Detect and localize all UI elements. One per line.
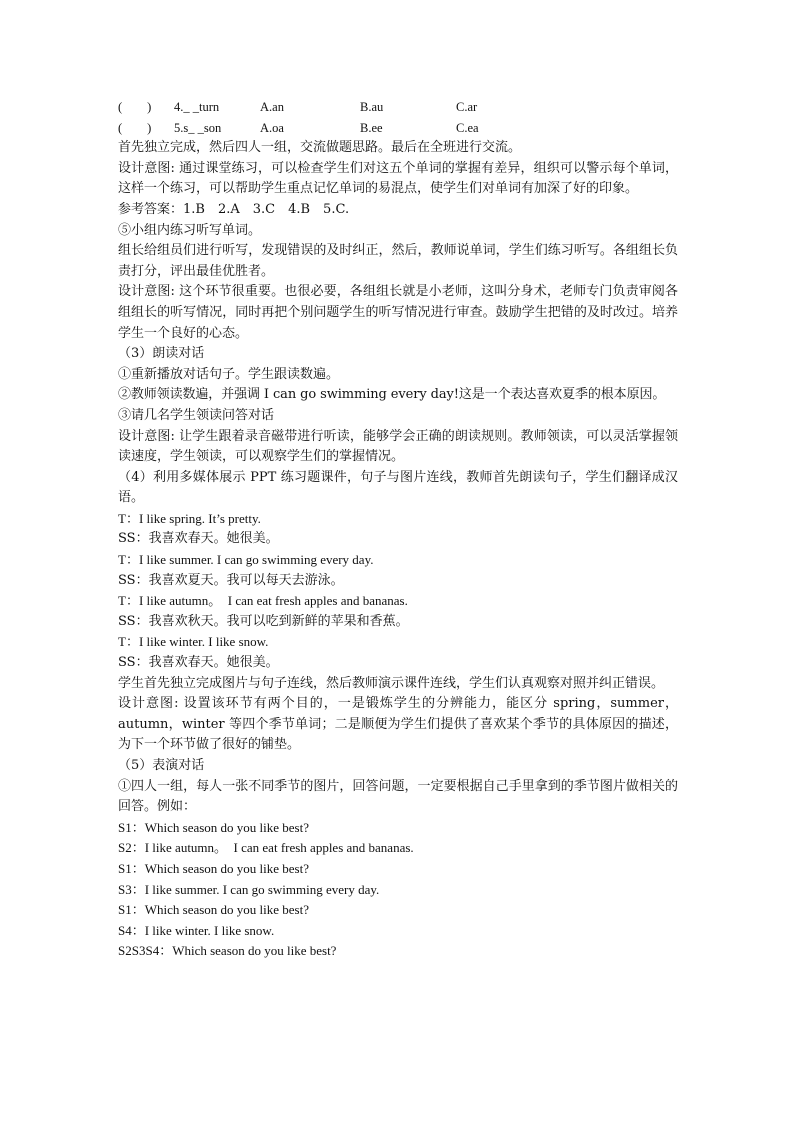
document-page bbox=[118, 97, 678, 962]
question-row bbox=[118, 118, 678, 139]
design-intent-paragraph: 设计意图: 设置该环节有两个目的，一是锻炼学生的分辨能力，能区分 spring，summer，autumn，winter 等四个季节单词；二是顺便为学生们提供了喜欢某个季节的具体原因的描述，为下一个环节做了很好的铺垫。 bbox=[118, 696, 678, 753]
body-paragraph: 学生首先独立完成图片与句子连线，然后教师演示课件连线，学生们认真观察对照并纠正错误。 bbox=[118, 675, 665, 691]
step-item: ①重新播放对话句子。学生跟读数遍。 bbox=[118, 366, 340, 382]
question-stem: 5.s_ _son bbox=[174, 120, 222, 135]
section-heading: （5）表演对话 bbox=[118, 758, 205, 773]
answer-bracket: ( ) bbox=[118, 120, 152, 135]
dialogue-line: S1：Which season do you like best? bbox=[118, 819, 309, 835]
question-row bbox=[118, 97, 678, 118]
dialogue-line: T：I like spring. It’s pretty. bbox=[118, 510, 261, 526]
dialogue-line: SS：我喜欢夏天。我可以每天去游泳。 bbox=[118, 572, 344, 588]
design-intent-paragraph: 设计意图: 这个环节很重要。也很必要，各组组长就是小老师，这叫分身术，老师专门负责审阅各组组长的听写情况，同时再把个别问题学生的听写情况进行审查。鼓励学生把错的及时改过。培养学生一个良好的心态。 bbox=[118, 284, 678, 341]
design-intent-paragraph: 设计意图: 通过课堂练习，可以检查学生们对这五个单词的掌握有差异，组织可以警示每个单词，这样一个练习，可以帮助学生重点记忆单词的易混点，使学生们对单词有加深了好的印象。 bbox=[118, 160, 678, 197]
question-stem: 4._ _turn bbox=[174, 100, 220, 114]
dialogue-line: S3：I like summer. I can go swimming every day. bbox=[118, 881, 380, 897]
design-intent-paragraph: 设计意图: 让学生跟着录音磁带进行听读，能够学会正确的朗读规则。教师领读，可以灵活掌握领读速度，学生领读，可以观察学生们的掌握情况。 bbox=[118, 428, 678, 465]
dialogue-line: T：I like winter. I like snow. bbox=[118, 634, 269, 650]
dialogue-line: S1：Which season do you like best? bbox=[118, 860, 309, 876]
dialogue-line: S2S3S4：Which season do you like best? bbox=[118, 943, 337, 959]
option-c: C.ea bbox=[456, 120, 479, 135]
section-paragraph: （4）利用多媒体展示 PPT 练习题课件，句子与图片连线，教师首先朗读句子，学生们翻译成汉语。 bbox=[118, 469, 678, 506]
dialogue-line: S4：I like winter. I like snow. bbox=[118, 922, 275, 938]
dialogue-line: T：I like summer. I can go swimming every day. bbox=[118, 552, 374, 568]
dialogue-line: S1：Which season do you like best? bbox=[118, 902, 309, 918]
step-item: ②教师领读数遍，并强调 I can go swimming every day!这是一个表达喜欢夏季的根本原因。 bbox=[118, 387, 666, 403]
step-item: ①四人一组，每人一张不同季节的图片，回答问题，一定要根据自己手里拿到的季节图片做相关的回答。例如： bbox=[118, 778, 678, 815]
reference-answers: 参考答案：1.B 2.A 3.C 4.B 5.C. bbox=[118, 201, 350, 217]
answer-bracket: ( ) bbox=[118, 100, 152, 114]
option-c: C.ar bbox=[456, 100, 478, 114]
option-a: A.oa bbox=[260, 120, 284, 135]
dialogue-line: T：I like autumn。 I can eat fresh apples and bananas. bbox=[118, 593, 408, 609]
step-item: ③请几名学生领读问答对话 bbox=[118, 407, 275, 423]
dialogue-line: S2：I like autumn。 I can eat fresh apples and bananas. bbox=[118, 840, 414, 856]
body-paragraph: 组长给组员们进行听写，发现错误的及时纠正，然后，教师说单词，学生们练习听写。各组组长负责打分，评出最佳优胜者。 bbox=[118, 243, 678, 279]
step-heading: ⑤小组内练习听写单词。 bbox=[118, 222, 262, 238]
section-heading: （3）朗读对话 bbox=[118, 346, 205, 362]
instruction-text: 首先独立完成，然后四人一组，交流做题思路。最后在全班进行交流。 bbox=[118, 140, 522, 156]
dialogue-line: SS：我喜欢春天。她很美。 bbox=[118, 655, 279, 671]
option-b: B.au bbox=[360, 100, 384, 114]
dialogue-line: SS：我喜欢秋天。我可以吃到新鲜的苹果和香蕉。 bbox=[118, 613, 409, 629]
option-a: A.an bbox=[260, 100, 284, 114]
dialogue-line: SS：我喜欢春天。她很美。 bbox=[118, 531, 279, 547]
option-b: B.ee bbox=[360, 120, 383, 135]
